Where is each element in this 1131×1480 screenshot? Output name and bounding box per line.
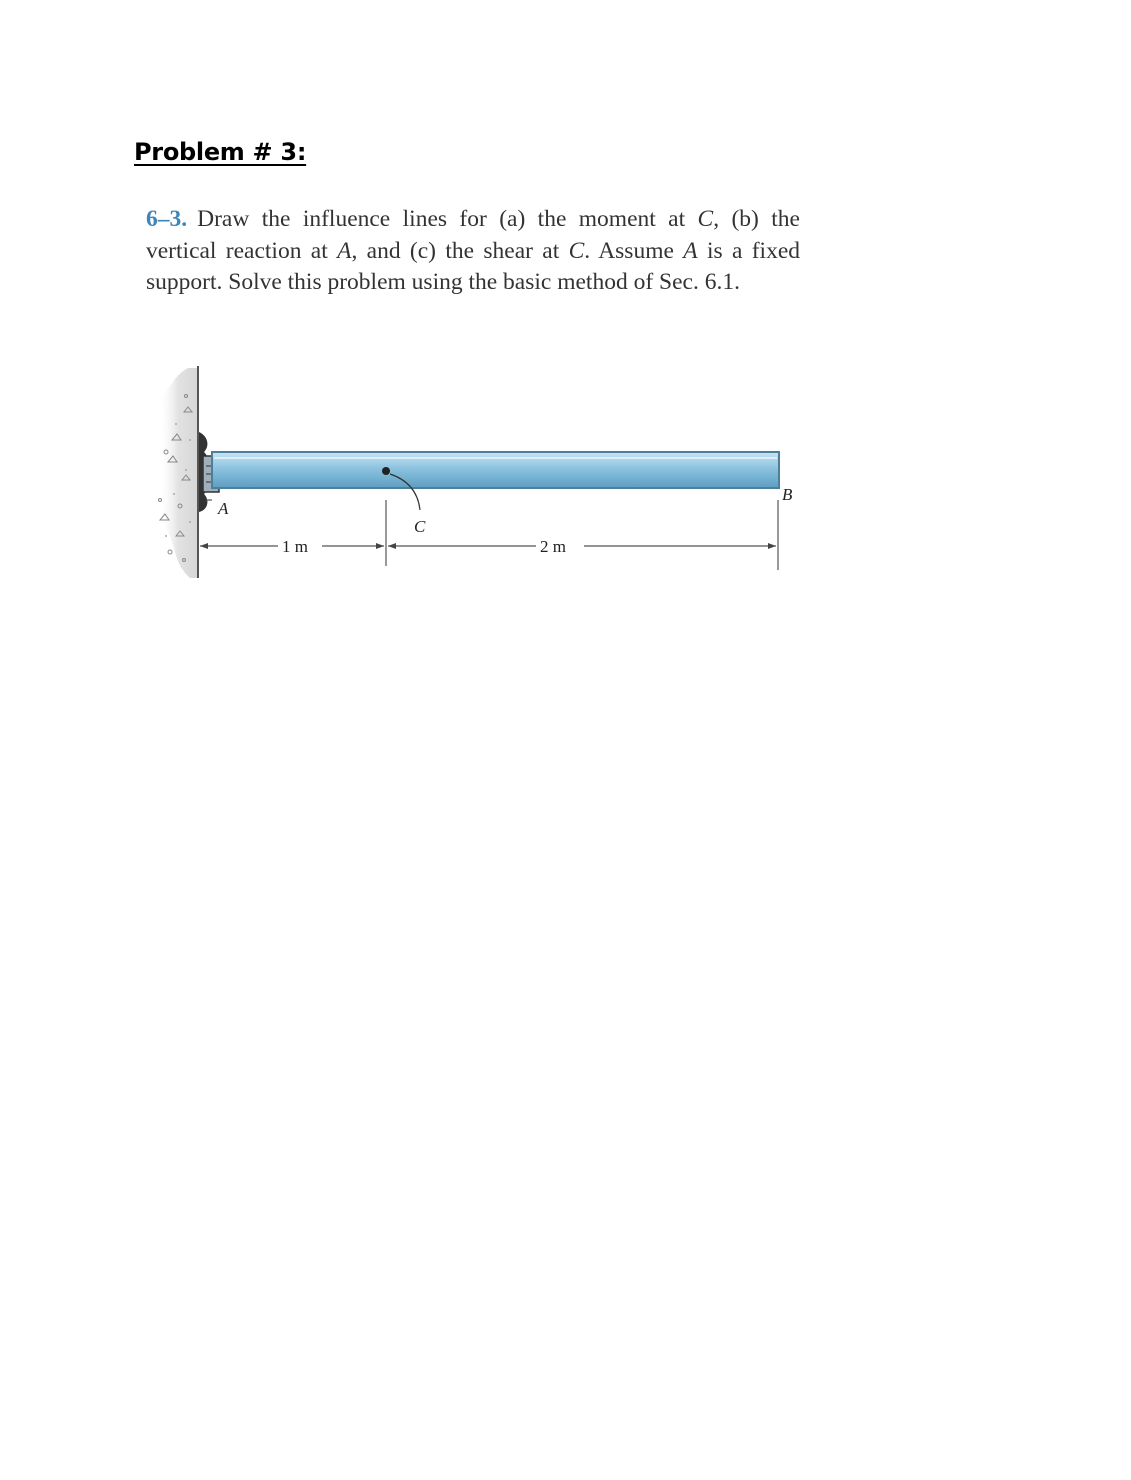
dimension-label-1m: 1 m	[282, 537, 308, 556]
dimension-label-2m: 2 m	[540, 537, 566, 556]
statement-part: . Assume	[584, 237, 684, 264]
statement-part: Draw the influence lines for (a) the moment at	[197, 206, 698, 232]
statement-part: A	[337, 237, 352, 264]
label-c: C	[414, 517, 426, 536]
statement-part: is a fixed support. Solve this problem using the basic method of Sec. 6.1.	[146, 237, 800, 295]
label-b: B	[782, 485, 793, 504]
statement-part: C	[568, 237, 585, 264]
problem-heading: Problem # 3:	[134, 138, 307, 166]
point-c-marker	[382, 467, 390, 475]
problem-number: 6–3.	[146, 206, 188, 232]
fixed-support-wall	[158, 366, 198, 578]
statement-part: , (b) the vertical reaction at	[146, 206, 800, 264]
statement-part: C	[697, 206, 714, 232]
label-a: A	[218, 499, 229, 518]
statement-part: A	[683, 237, 698, 264]
statement-part: , and (c) the shear at	[351, 237, 569, 264]
